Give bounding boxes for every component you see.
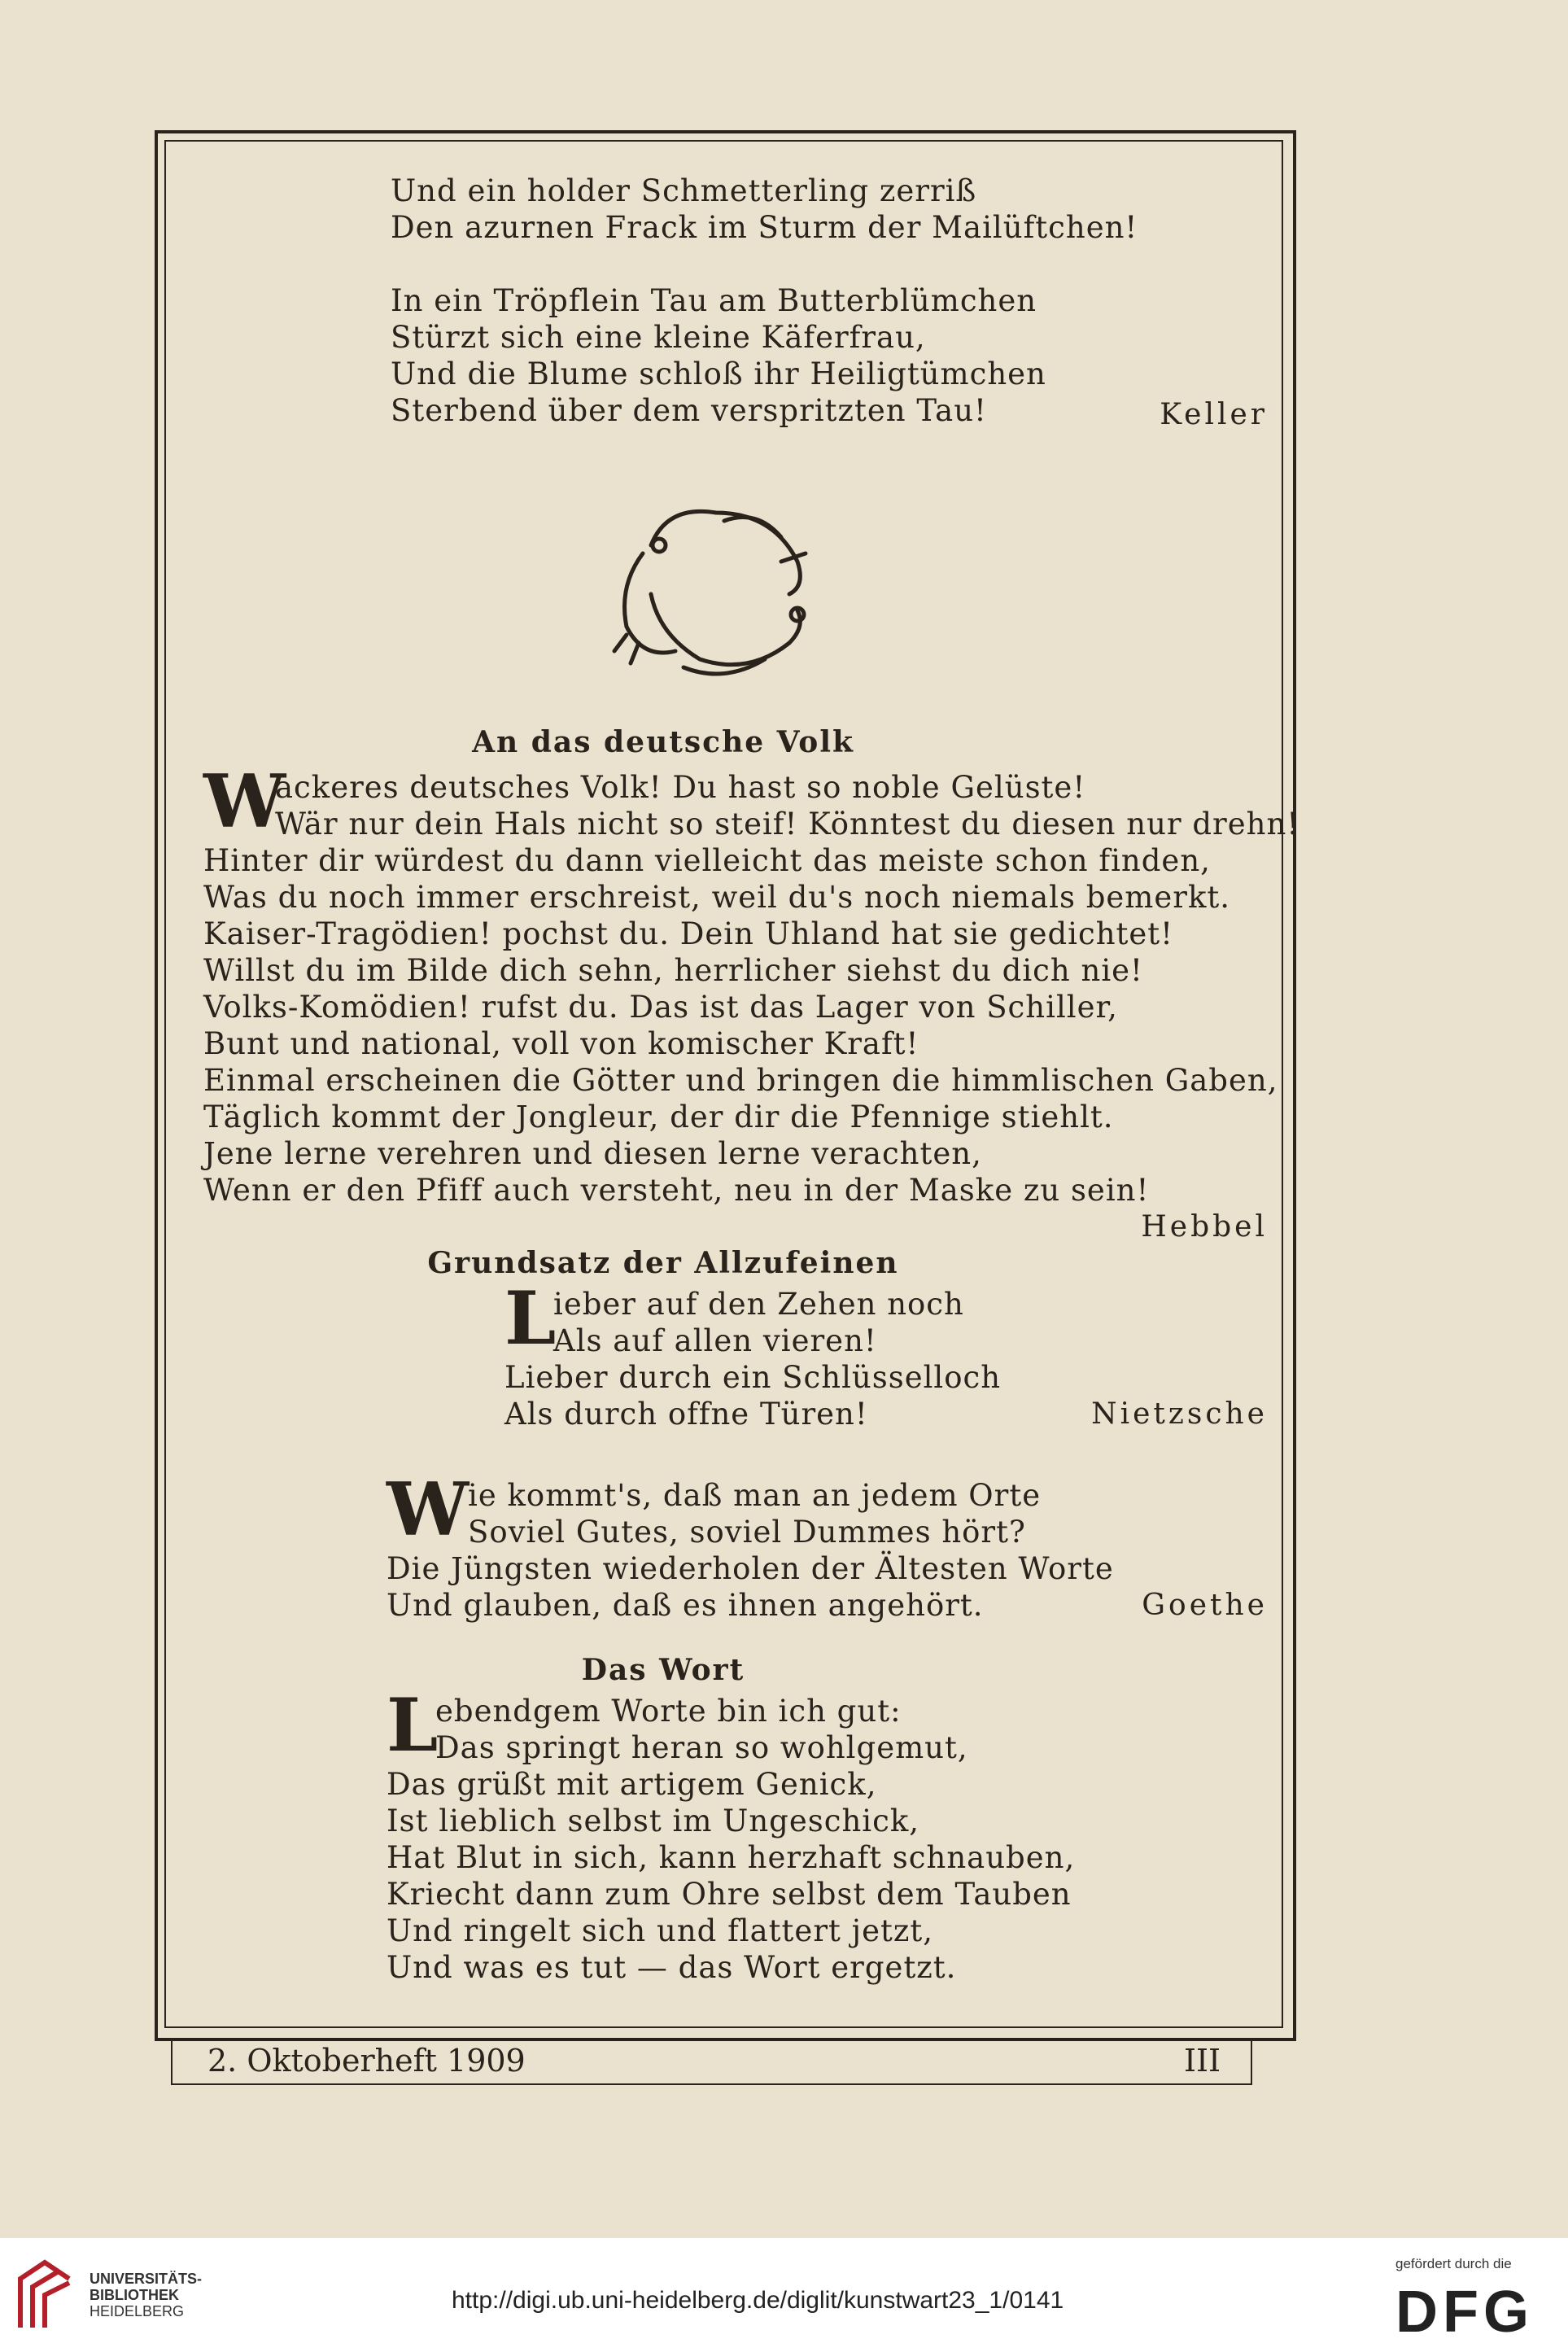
poem-line: Lieber durch ein Schlüsselloch	[504, 1360, 1002, 1395]
animal-ornament-icon	[602, 472, 830, 692]
poem-line: Wenn er den Pfiff auch versteht, neu in der Maske zu sein!	[203, 1173, 1150, 1208]
poem-body	[203, 1682, 1261, 1986]
poem-line-text: Sterbend über dem verspritzten Tau!	[391, 393, 987, 428]
poem-line: Den azurnen Frack im Sturm der Mailüftchen!	[391, 210, 1138, 245]
poem-line: Stürzt sich eine kleine Käferfrau,	[391, 320, 926, 355]
poem-line	[203, 1396, 1268, 1432]
library-line: UNIVERSITÄTS-	[90, 2271, 203, 2287]
poem-line: Jene lerne verehren und diesen lerne verachten,	[203, 1136, 982, 1171]
keller-poem	[203, 173, 1268, 431]
poem-line: Volks-Komödien! rufst du. Das ist das Lager von Schiller,	[203, 990, 1118, 1025]
poem-line: Täglich kommt der Jongleur, der dir die Pfennige stiehlt.	[203, 1099, 1114, 1134]
page-number: III	[1184, 2043, 1221, 2079]
poem-title: Das Wort	[581, 1653, 745, 1687]
poem-line: Und die Blume schloß ihr Heiligtümchen	[391, 356, 1046, 391]
poem-line: Bunt und national, voll von komischer Kraft!	[203, 1026, 919, 1061]
issue-label: 2. Oktoberheft 1909	[207, 2043, 526, 2079]
university-library-logo-icon	[12, 2254, 77, 2336]
poem-body	[203, 758, 1300, 1245]
poem-line: Kaiser-Tragödien! pochst du. Dein Uhland hat sie gedichtet!	[203, 916, 1174, 951]
poem-body	[203, 1275, 1268, 1432]
poem-line	[203, 1587, 1268, 1624]
poem-line	[203, 392, 1268, 431]
poem-line: Die Jüngsten wiederholen der Ältesten Worte	[387, 1551, 1114, 1586]
poem-line: In ein Tröpflein Tau am Butterblümchen	[391, 283, 1037, 318]
poem-line: ieber auf den Zehen noch	[553, 1287, 964, 1322]
poem-line: Willst du im Bilde dich sehn, herrlicher siehst du dich nie!	[203, 953, 1143, 988]
poem-line: Und was es tut — das Wort ergetzt.	[387, 1950, 957, 1985]
poem-line: ebendgem Worte bin ich gut:	[435, 1694, 902, 1729]
goethe-poem	[203, 1467, 1268, 1624]
poem-line: Als auf allen vieren!	[553, 1323, 877, 1358]
author-keller: Keller	[1160, 398, 1268, 431]
poem-line: Das grüßt mit artigem Genick,	[387, 1767, 877, 1802]
poem-line: Hinter dir würdest du dann vielleicht das meiste schon finden,	[203, 843, 1211, 878]
poem-line-text: Als durch offne Türen!	[504, 1397, 868, 1432]
author-goethe: Goethe	[1142, 1589, 1268, 1622]
author-nietzsche: Nietzsche	[1091, 1397, 1268, 1431]
poem-line: ie kommt's, daß man an jedem Orte	[468, 1478, 1042, 1513]
poem-line: Hat Blut in sich, kann herzhaft schnauben,	[387, 1840, 1076, 1875]
source-url-link[interactable]: http://digi.ub.uni-heidelberg.de/diglit/kunstwart23_1/0141	[452, 2287, 1064, 2314]
poem-title: Grundsatz der Allzufeinen	[427, 1246, 899, 1280]
poem-line: Wär nur dein Hals nicht so steif! Könntest du diesen nur drehn!	[275, 807, 1300, 842]
poem-line: Was du noch immer erschreist, weil du's noch niemals bemerkt.	[203, 880, 1231, 915]
author-hebbel: Hebbel	[1141, 1210, 1268, 1244]
poem-line: Und ringelt sich und flattert jetzt,	[387, 1913, 933, 1948]
poem-line: Das springt heran so wohlgemut,	[435, 1730, 968, 1765]
poem-line: Kriecht dann zum Ohre selbst dem Tauben	[387, 1877, 1072, 1912]
wort-poem	[203, 1652, 1261, 1986]
funded-by-label: gefördert durch die	[1395, 2256, 1512, 2271]
library-line: HEIDELBERG	[90, 2303, 185, 2319]
library-line: BIBLIOTHEK	[90, 2287, 179, 2303]
poem-line: Und ein holder Schmetterling zerriß	[391, 173, 977, 208]
dropcap: L	[387, 1682, 439, 1768]
poem-body	[203, 1467, 1268, 1624]
poem-line-text: Und glauben, daß es ihnen angehört.	[387, 1588, 984, 1623]
poem-line: Einmal erscheinen die Götter und bringen die himmlischen Gaben,	[203, 1063, 1278, 1098]
poem-line: Soviel Gutes, soviel Dummes hört?	[468, 1515, 1026, 1550]
dfg-logo: DFG	[1395, 2280, 1534, 2345]
dropcap: W	[203, 758, 286, 845]
author-row	[203, 1209, 1268, 1245]
stanza-gap	[203, 246, 1261, 282]
hebbel-poem	[203, 724, 1300, 1245]
poem-line: ackeres deutsches Volk! Du hast so noble Gelüste!	[275, 770, 1086, 805]
library-name	[90, 2271, 202, 2319]
dropcap: W	[387, 1467, 470, 1553]
nietzsche-poem	[203, 1245, 1268, 1432]
dropcap: L	[504, 1275, 557, 1362]
poem-line: Ist lieblich selbst im Ungeschick,	[387, 1803, 920, 1838]
poem-title: An das deutsche Volk	[472, 725, 854, 759]
